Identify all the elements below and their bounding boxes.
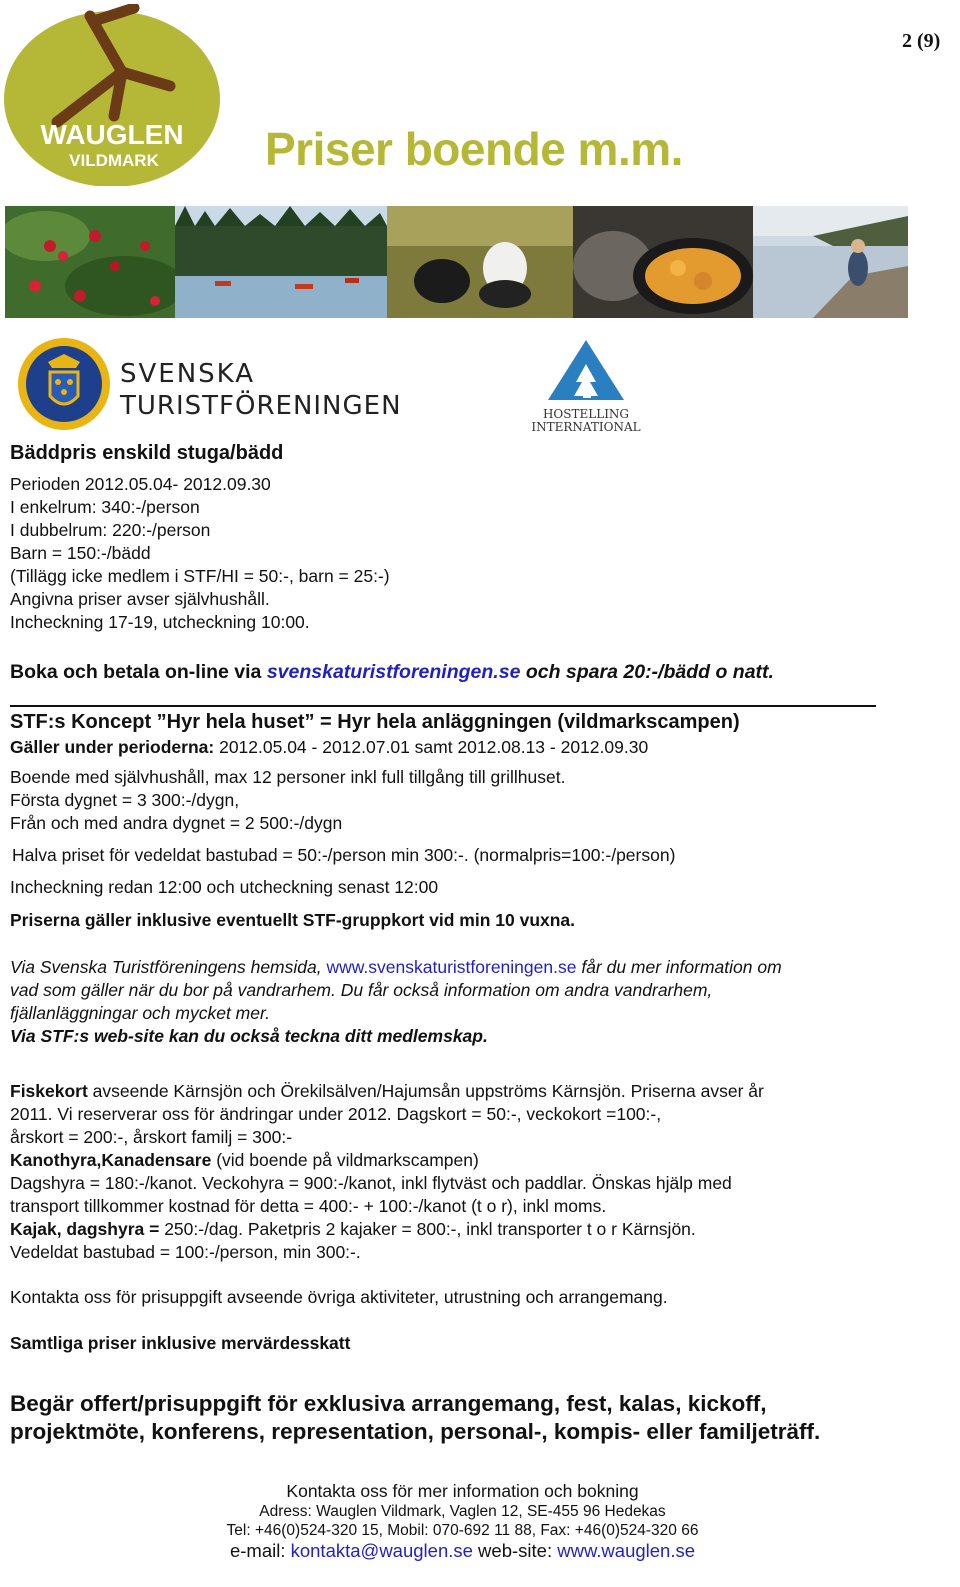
activities-prices: Fiskekort avseende Kärnsjön och Örekilsälven/Hajumsån uppströms Kärnsjön. Priserna avser år 2011. Vi reserverar oss för ändringar under 2012. Dagskort = 50:-, veckokort =100:-, årskort = 200:-, årskort familj = 300:- Kanothyra,Kanadensare (vid boende på vildmarkscampen) Dagshyra = 180:-/kanot. Veckohyra = 900:-/kanot, inkl flytväst och paddlar. Önskas hjälp med transport tillkommer kostnad för detta = 400:- + 100:-/kanot (t o r), inkl moms. Kajak, dagshyra = 250:-/dag. Paketpris 2 kajaker = 800:-, inkl transporter t o r Kärnsjön. Vedeldat bastubad = 100:-/person, min 300:-. (10, 1081, 764, 1262)
checkin-times: Incheckning redan 12:00 och utcheckning senast 12:00 (10, 877, 439, 897)
grouse-photo (387, 206, 573, 318)
online-booking-note: Boka och betala on-line via svenskaturistforeningen.se och spara 20:-/bädd o natt. (10, 661, 774, 683)
svg-text:SVENSKA: SVENSKA (120, 359, 256, 389)
vat-note: Samtliga priser inklusive mervärdesskatt (10, 1333, 351, 1353)
bed-price-line: Angivna priser avser självhushåll. (10, 589, 270, 609)
bed-price-line: I enkelrum: 340:-/person (10, 497, 200, 517)
fishing-license-label: Fiskekort (10, 1081, 88, 1101)
canoe-rental-label: Kanothyra,Kanadensare (10, 1150, 212, 1170)
footer-address: Adress: Wauglen Vildmark, Vaglen 12, SE-455 96 Hedekas (259, 1503, 666, 1520)
bed-price-line: Perioden 2012.05.04- 2012.09.30 (10, 474, 271, 494)
rental-details: Boende med självhushåll, max 12 personer inkl full tillgång till grillhuset. Första dygnet = 3 300:-/dygn, Från och med andra dygnet = 2 500:-/dygn (10, 767, 566, 833)
bed-price-details (10, 473, 390, 634)
photo-strip (5, 206, 908, 318)
page-number: 2 (9) (902, 30, 941, 52)
canoeing-lake-photo (175, 206, 387, 318)
bed-price-line: Barn = 150:-/bädd (10, 543, 151, 563)
sauna-half-price-note: Halva priset för vedeldat bastubad = 50:-/person min 300:-. (normalpris=100:-/person) (12, 845, 676, 865)
rental-periods: Gäller under perioderna: 2012.05.04 - 2012.07.01 samt 2012.08.13 - 2012.09.30 (10, 737, 649, 757)
footer-phone: Tel: +46(0)524-320 15, Mobil: 070-692 11 88, Fax: +46(0)524-320 66 (226, 1522, 699, 1539)
offer-request: Begär offert/prisuppgift för exklusiva arrangemang, fest, kalas, kickoff, projektmöte, konferens, representation, personal-, kompis- eller familjeträff. (10, 1391, 821, 1444)
website-link[interactable]: www.wauglen.se (557, 1540, 696, 1561)
svg-text:TURISTFÖRENINGEN: TURISTFÖRENINGEN (120, 391, 402, 421)
hostelling-international-logo (528, 336, 646, 434)
campfire-mushrooms-photo (573, 206, 753, 318)
footer-email-web: e-mail: kontakta@wauglen.se web-site: www.wauglen.se (229, 1540, 696, 1561)
section-heading-rent-whole-house: STF:s Koncept ”Hyr hela huset” = Hyr hela anläggningen (vildmarkscampen) (10, 711, 740, 733)
lingonberries-photo (5, 206, 175, 318)
svg-text:WAUGLEN: WAUGLEN (40, 119, 184, 150)
divider (10, 705, 876, 707)
person-by-water-photo (753, 206, 908, 318)
svg-text:VILDMARK: VILDMARK (69, 151, 159, 170)
page-title: Priser boende m.m. (265, 123, 683, 175)
stf-website-link[interactable]: www.svenskaturistforeningen.se (326, 957, 577, 977)
stf-info-text: Via Svenska Turistföreningens hemsida, www.svenskaturistforeningen.se får du mer information om vad som gäller när du bor på vandrarhem. Du får också information om andra vandrarhem, fjällanläggningar och mycket mer. Via STF:s web-site kan du också teckna ditt medlemskap. (10, 957, 782, 1046)
svg-text:INTERNATIONAL: INTERNATIONAL (531, 420, 641, 434)
bed-price-line: Incheckning 17-19, utcheckning 10:00. (10, 612, 310, 632)
bed-price-line: I dubbelrum: 220:-/person (10, 520, 211, 540)
section-heading-bed-price: Bäddpris enskild stuga/bädd (10, 442, 284, 464)
stf-logo (14, 334, 404, 434)
stf-booking-link[interactable]: svenskaturistforeningen.se (266, 661, 521, 683)
bed-price-line: (Tillägg icke medlem i STF/HI = 50:-, barn = 25:-) (10, 566, 390, 586)
wauglen-logo (2, 4, 222, 186)
contact-note: Kontakta oss för prisuppgift avseende övriga aktiviteter, utrustning och arrangemang. (10, 1287, 668, 1307)
svg-text:HOSTELLING: HOSTELLING (542, 407, 630, 421)
kayak-rental-label: Kajak, dagshyra = (10, 1219, 165, 1239)
email-link[interactable]: kontakta@wauglen.se (290, 1540, 473, 1561)
group-card-note: Priserna gäller inklusive eventuellt STF-gruppkort vid min 10 vuxna. (10, 910, 576, 930)
footer-heading: Kontakta oss för mer information och bokning (286, 1481, 639, 1501)
